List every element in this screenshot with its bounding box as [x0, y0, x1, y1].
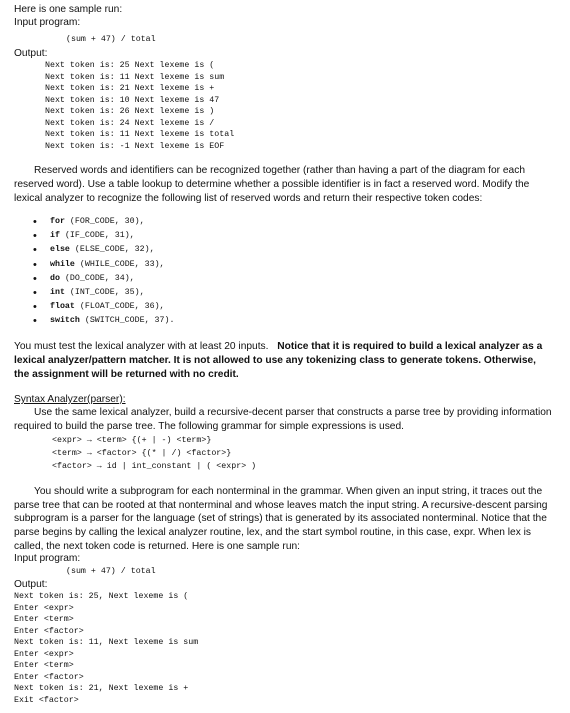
reserved-word-item [33, 229, 174, 243]
test-sentence: You must test the lexical analyzer with at least 20 inputs. [14, 341, 269, 352]
grammar-rule: <term> → <factor> {(* | /) <factor>} [52, 449, 232, 458]
parser-output-line: Enter <expr> [14, 649, 74, 659]
parser-input-code: (sum + 47) / total [66, 567, 156, 576]
reserved-word-code: (IF_CODE, 31), [59, 231, 135, 241]
lexer-output-line: Next token is: 21 Next lexeme is + [45, 84, 215, 93]
reserved-word: switch [50, 316, 80, 326]
lexer-output-line: Next token is: 11 Next lexeme is sum [45, 72, 225, 82]
lexer-output-line: Next token is: -1 Next lexeme is EOF [45, 141, 225, 151]
parser-output-line: Enter <expr> [14, 603, 74, 613]
lexer-output-block [45, 60, 234, 152]
sample-run-intro: Here is one sample run: [14, 4, 123, 15]
reserved-word-code: (FLOAT_CODE, 36), [74, 302, 165, 312]
reserved-word-item [33, 258, 174, 272]
reserved-word-code: (SWITCH_CODE, 37). [79, 316, 175, 326]
reserved-word-item [33, 300, 174, 314]
grammar-block [52, 434, 256, 473]
lexer-output-line: Next token is: 25 Next lexeme is ( [45, 61, 215, 70]
reserved-word: while [50, 259, 75, 269]
input-program-label: Input program: [14, 17, 81, 28]
reserved-word-item [33, 314, 174, 328]
reserved-word-item [33, 215, 174, 229]
reserved-words-paragraph: Reserved words and identifiers can be recognized together (rather than having a part of the diagram for each reserved word). Use a table lookup to determine whether a possible identifier is in fact a reserved word. Modify the lexical analyzer to recognize the following list of reserved words and return their respective token codes: [14, 165, 530, 204]
reserved-word-code: (INT_CODE, 35), [64, 288, 145, 298]
parser-output-block [14, 591, 198, 706]
parser-output-line: Enter <term> [14, 615, 74, 624]
test-requirement-paragraph [14, 340, 554, 382]
reserved-word: else [50, 245, 70, 255]
reserved-word-code: (FOR_CODE, 30), [64, 217, 145, 226]
parser-output-line: Next token is: 11, Next lexeme is sum [14, 638, 199, 647]
parser-output-line: Next token is: 25, Next lexeme is ( [14, 592, 189, 601]
parser-intro-paragraph: Use the same lexical analyzer, build a recursive-decent parser that constructs a parse tree by providing information required to build the parse tree. The following grammar for simple expressions is used. [14, 407, 552, 432]
reserved-word-code: (DO_CODE, 34), [59, 273, 135, 283]
reserved-word: if [50, 231, 60, 241]
reserved-word: float [50, 302, 75, 312]
parser-output-label: Output: [14, 579, 48, 590]
reserved-word-item [33, 286, 174, 300]
lexer-output-line: Next token is: 11 Next lexeme is total [45, 130, 235, 139]
grammar-rule: <expr> → <term> {(+ | -) <term>} [52, 436, 212, 445]
input-program-code: (sum + 47) / total [66, 35, 156, 44]
reserved-word-code: (ELSE_CODE, 32), [69, 245, 155, 255]
lexer-output-line: Next token is: 10 Next lexeme is 47 [45, 95, 220, 105]
lexer-output-line: Next token is: 24 Next lexeme is / [45, 118, 215, 128]
reserved-word-item [33, 272, 174, 286]
subprogram-paragraph: You should write a subprogram for each nonterminal in the grammar. When given an input string, it traces out the parse tree that can be rooted at that nonterminal and whose leaves match the input string. A recursive-descent parsing subprogram is a parser for the language (set of strings) that is generated by its associated nonterminal. Notice that the parse begins by calling the lexical analyzer routine, lex, and the start symbol routine, in this case, expr. When lex is called, the next token code is returned. Here is one sample run: [14, 486, 548, 552]
reserved-word-code: (WHILE_CODE, 33), [74, 259, 165, 269]
test-warning: Notice that it is required to build a lexical analyzer as a lexical analyzer/pattern matcher. It is not allowed to use any tokenizing class to generate tokens. Otherwise, the assignment will be returned with no credit. [14, 341, 543, 380]
parser-output-line: Enter <term> [14, 661, 74, 670]
reserved-word: for [50, 217, 65, 226]
reserved-word: int [50, 288, 65, 298]
parser-output-line: Enter <factor> [14, 626, 84, 636]
lexer-output-line: Next token is: 26 Next lexeme is ) [45, 107, 215, 116]
reserved-word-item [33, 243, 174, 257]
reserved-words-list [33, 215, 174, 329]
reserved-word: do [50, 273, 60, 283]
parser-heading: Syntax Analyzer(parser): [14, 394, 126, 405]
parser-output-line: Enter <factor> [14, 672, 84, 682]
parser-output-line: Next token is: 21, Next lexeme is + [14, 684, 189, 693]
parser-output-line: Exit <factor> [14, 695, 79, 705]
parser-input-label: Input program: [14, 553, 81, 564]
grammar-rule: <factor> → id | int_constant | ( <expr> ) [52, 462, 257, 471]
output-label: Output: [14, 48, 48, 59]
